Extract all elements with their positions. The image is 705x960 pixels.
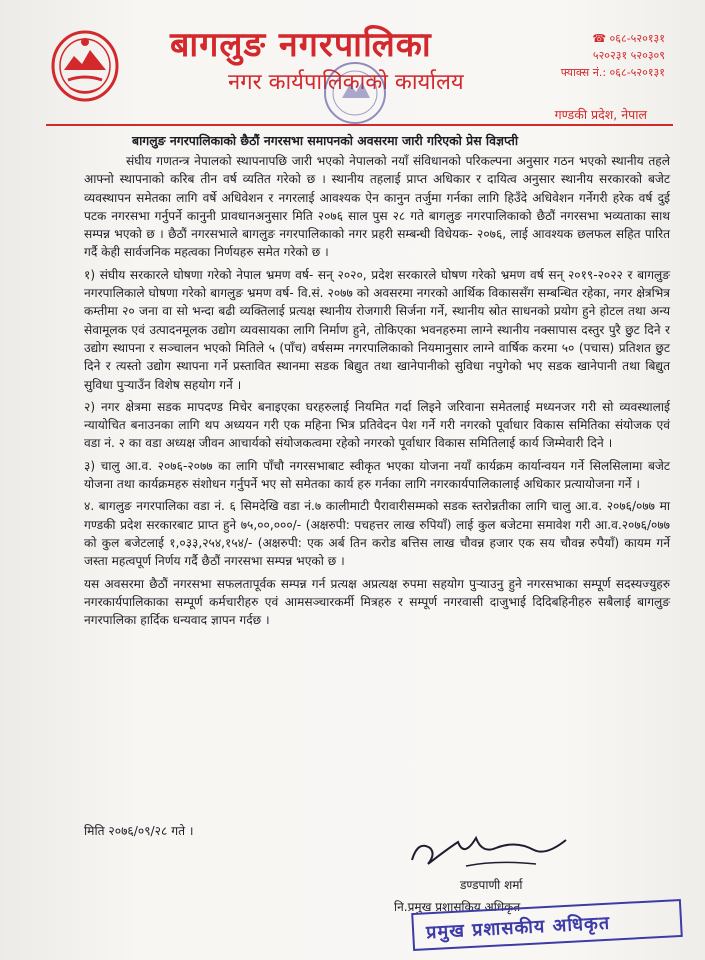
- fax-number: फ्याक्स नं.: ०६८-५२०१३१: [560, 66, 665, 79]
- municipality-title: बागलुङ नगरपालिका: [170, 25, 432, 65]
- decision-2-paragraph: २) नगर क्षेत्रमा सडक मापदण्ड मिचेर बनाइएका घरहरुलाई नियमित गर्दा लिइने जरिवाना समेतलाई मध्यनजर गरी सो व्यवस्थालाई न्यायोचित बनाउनका लागि थप अध्ययन गरी एक महिना भित्र प्रतिवेदन पेश गर्ने गरी नगरको पूर्वाधार विकास समितिका संयोजक एवं वडा नं. २ का वडा अध्यक्ष जीवन आचार्यको संयोजकत्वमा रहेको नगरको पूर्वाधार विकास समितिलाई कार्य जिम्मेवारी दिने ।: [84, 399, 670, 451]
- signatory-title: नि.प्रमुख प्रशासकिय अधिकृत: [394, 900, 521, 914]
- letter-body: [84, 152, 670, 633]
- press-release-heading: बागलुङ नगरपालिकाको छैठौं नगरसभा समापनको अवसरमा जारी गरिएको प्रेस विज्ञप्ती: [132, 133, 519, 148]
- issue-date: मिति २०७६/०९/२८ गते ।: [84, 824, 194, 838]
- decision-3-paragraph: ३) चालु आ.व. २०७६-२०७७ का लागि पाँचौ नगरसभाबाट स्वीकृत भएका योजना नयाँ कार्यक्रम कार्यान्वयन गर्ने सिलसिलामा बजेट योजना तथा कार्यक्रमहरु संशोधन गर्नुपर्ने भए सो समेतका कार्य हरु गर्नका लागि नगरकार्यपालिकालाई अधिकार प्रत्यायोजना गर्ने ।: [84, 458, 670, 492]
- thanks-paragraph: यस अवसरमा छैठौं नगरसभा सफलतापूर्वक सम्पन्न गर्न प्रत्यक्ष अप्रत्यक्ष रुपमा सहयोग पुर्‍याउनु हुने नगरसभाका सम्पूर्ण सदस्यज्युहरु नगरकार्यपालिकाका सम्पूर्ण कर्मचारीहरु एवं आमसञ्चारकर्मी मित्रहरु र सम्पूर्ण नगरवासी दाजुभाई दिदिबहिनीहरु सबैलाई बागलुङ नगरपालिका हार्दिक धन्यवाद ज्ञापन गर्दछ ।: [84, 576, 670, 628]
- decision-1-paragraph: १) संघीय सरकारले घोषणा गरेको नेपाल भ्रमण वर्ष- सन् २०२०, प्रदेश सरकारले घोषण गरेको भ्रमण वर्ष सन् २०१९-२०२२ र बागलुङ नगरपालिकाले घोषणा गरेको बागलुङ भ्रमण वर्ष- वि.सं. २०७७ को अवसरमा नगरको आर्थिक विकाससँग सम्बन्धित रहेका, नगर क्षेत्रभित्र कम्तीमा २० जना वा सो भन्दा बढी व्यक्तिलाई प्रत्यक्ष स्थानीय रोजगारी सिर्जना गर्ने, स्थानीय स्रोत साधनको प्रयोग हुने होटल तथा अन्य सेवामूलक एवं उत्पादनमूलक उद्योग व्यवसायका लागि निर्माण हुने, तोकिएका भवनहरुमा लाग्ने स्थानीय नक्सापास दस्तुर पुरै छुट दिने र उद्योग स्थापना र सञ्चालन भएको मितिले ५ (पाँच) वर्षसम्म नगरपालिकाको नियमानुसार लाग्ने वार्षिक करमा ५० (पचास) प्रतिशत छुट दिने र त्यस्तो उद्योग स्थापना गर्ने प्रस्तावित स्थानमा सडक बिद्युत तथा खानेपानीको सुविधा नपुगेको भए सडक खानेपानी तथा बिद्युत सुविधा पुर्‍याउँन विशेष सहयोग गर्ने ।: [84, 267, 670, 392]
- municipality-emblem-icon: [50, 26, 120, 102]
- contact-block: [561, 30, 665, 81]
- phone-number-1: ☎ ०६८-५२०१३१: [592, 32, 665, 45]
- designation-stamp-text: प्रमुख प्रशासकीय अधिकृत: [425, 912, 611, 944]
- office-subtitle: नगर कार्यपालिकाको कार्यालय: [228, 70, 464, 95]
- signatory-name: डण्डपाणी शर्मा: [460, 878, 523, 892]
- phone-number-2: ५२०२३१ ५२०३०९: [592, 49, 665, 62]
- decision-4-paragraph: ४. बागलुङ नगरपालिका वडा नं. ६ सिमदेखि वडा नं.७ कालीमाटी पैरावारीसम्मको सडक स्तरोन्नतीका लागि चालु आ.व. २०७६/०७७ मा गण्डकी प्रदेश सरकारबाट प्राप्त हुने ७५,००,०००/- (अक्षरुपी: पचहत्तर लाख रुपियाँ) लाई कुल बजेटमा समावेश गरी आ.व.२०७६/०७७ को कुल बजेटलाई १,०३३,२५४,१५४/- (अक्षरुपी: एक अर्ब तिन करोड बत्तिस लाख चौवन्न हजार एक सय चौवन्न रुपैयाँ) कायम गर्ने जस्ता महत्वपूर्ण निर्णय गर्दै छैठौं नगरसभा सम्पन्न भएको छ ।: [84, 499, 670, 569]
- province-label: गण्डकी प्रदेश, नेपाल: [554, 107, 647, 122]
- header-divider: [46, 124, 673, 126]
- intro-paragraph: संघीय गणतन्त्र नेपालको स्थापनापछि जारी भएको नेपालको नयाँ संविधानको परिकल्पना अनुसार गठन भएको स्थानीय तहले आफ्नो स्थापनाको करिब तीन वर्ष व्यतित गरेको छ । स्थानीय तहलाई प्राप्त अधिकार र दायित्व अनुसार स्थानीय सरकारको बजेट व्यवस्थापन समेतका लागि वर्षे अधिवेशन र नगरलाई आवश्यक ऐन कानुन तर्जुमा गर्नका लागि हिउँदे अधिवेशन गर्नेगरी हरेक वर्ष दुई पटक नगरसभा गर्नुपर्ने कानुनी प्रावधानअनुसार मिति २०७६ साल पुस २८ गते बागलुङ नगरपालिकाको छैठौं नगरसभा भव्यताका साथ सम्पन्न भएको छ । छैठौं नगरसभाले बागलुङ नगरपालिकाको नगर प्रहरी सम्बन्धी विधेयक- २०७६, लाई आवश्यक छलफल सहित पारित गर्दै केही सार्वजनिक महत्वका निर्णयहरु समेत गरेको छ ।: [84, 154, 670, 260]
- handwritten-signature-icon: [406, 820, 586, 880]
- office-seal-icon: [320, 58, 390, 128]
